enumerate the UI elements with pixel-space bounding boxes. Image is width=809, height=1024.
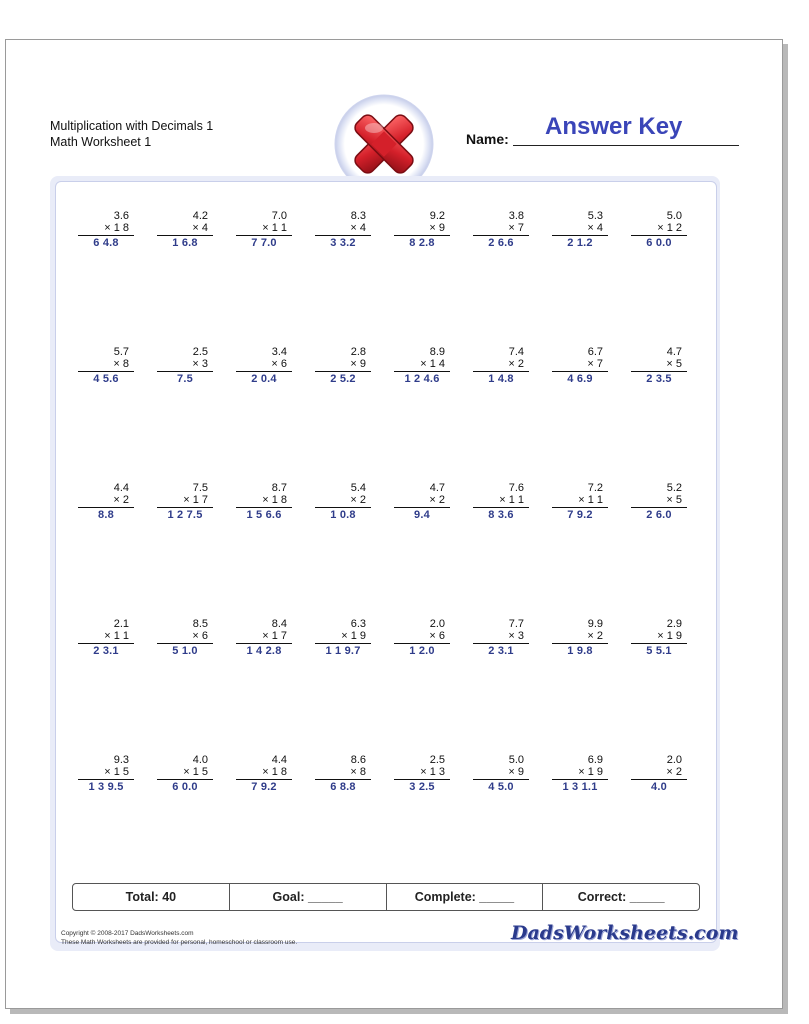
problem-multiplier: × 2 [552, 630, 608, 644]
problem-30 [473, 618, 529, 657]
problem-multiplicand: 6.7 [587, 346, 603, 358]
problem-answer: 1 3 9.5 [88, 781, 124, 793]
problem-multiplicand: 9.3 [113, 754, 129, 766]
problem-multiplicand: 5.4 [350, 482, 366, 494]
problem-multiplier: × 2 [473, 358, 529, 372]
problem-answer: 4 5.6 [93, 373, 119, 385]
goal-field: Goal: _____ [230, 884, 387, 910]
problem-multiplier: × 9 [315, 358, 371, 372]
problem-answer: 1 3 1.1 [562, 781, 598, 793]
problem-multiplier: × 2 [631, 766, 687, 780]
problem-multiplier: × 1 1 [552, 494, 608, 508]
problem-15 [552, 346, 608, 385]
problem-multiplier: × 1 1 [78, 630, 134, 644]
problem-multiplier: × 7 [473, 222, 529, 236]
problem-answer: 5 5.1 [646, 645, 672, 657]
problem-multiplicand: 5.3 [587, 210, 603, 222]
problem-multiplier: × 4 [552, 222, 608, 236]
score-bar [72, 883, 700, 911]
problem-multiplicand: 3.8 [508, 210, 524, 222]
copyright-line-1: Copyright © 2008-2017 DadsWorksheets.com [61, 930, 194, 937]
problem-27 [236, 618, 292, 657]
problem-24 [631, 482, 687, 521]
problem-multiplier: × 1 9 [631, 630, 687, 644]
problem-answer: 4 5.0 [488, 781, 514, 793]
name-answer-key: Answer Key [545, 113, 683, 140]
problem-multiplicand: 9.2 [429, 210, 445, 222]
problem-answer: 1 2.0 [409, 645, 435, 657]
problem-35 [236, 754, 292, 793]
problem-9 [78, 346, 134, 385]
problem-8 [631, 210, 687, 249]
problem-31 [552, 618, 608, 657]
problem-multiplier: × 6 [394, 630, 450, 644]
complete-field: Complete: _____ [387, 884, 544, 910]
problem-multiplicand: 4.4 [113, 482, 129, 494]
problem-36 [315, 754, 371, 793]
problem-answer: 1 1 9.7 [325, 645, 361, 657]
problem-answer: 2 5.2 [330, 373, 356, 385]
problem-multiplier: × 1 1 [473, 494, 529, 508]
problem-answer: 6 0.0 [646, 237, 672, 249]
problem-answer: 2 3.1 [488, 645, 514, 657]
problem-answer: 7 9.2 [567, 509, 593, 521]
problem-multiplier: × 9 [473, 766, 529, 780]
problem-multiplier: × 1 3 [394, 766, 450, 780]
problem-multiplicand: 8.6 [350, 754, 366, 766]
problem-29 [394, 618, 450, 657]
total-count: Total: 40 [73, 884, 230, 910]
problem-multiplicand: 8.5 [192, 618, 208, 630]
problem-17 [78, 482, 134, 521]
problem-answer: 6 8.8 [330, 781, 356, 793]
problem-answer: 5 1.0 [172, 645, 198, 657]
problem-multiplicand: 9.9 [587, 618, 603, 630]
problem-answer: 2 6.6 [488, 237, 514, 249]
problem-multiplier: × 2 [78, 494, 134, 508]
problem-2 [157, 210, 213, 249]
problem-22 [473, 482, 529, 521]
problem-answer: 7.5 [177, 373, 193, 385]
name-underline [513, 145, 739, 146]
problem-answer: 4.0 [651, 781, 667, 793]
problem-answer: 3 2.5 [409, 781, 435, 793]
problem-25 [78, 618, 134, 657]
problem-multiplicand: 6.9 [587, 754, 603, 766]
problem-multiplicand: 7.5 [192, 482, 208, 494]
problem-multiplier: × 1 1 [236, 222, 292, 236]
problem-multiplicand: 8.9 [429, 346, 445, 358]
problem-answer: 1 0.8 [330, 509, 356, 521]
problem-answer: 3 3.2 [330, 237, 356, 249]
problem-answer: 2 0.4 [251, 373, 277, 385]
problem-multiplicand: 5.7 [113, 346, 129, 358]
problem-multiplier: × 7 [552, 358, 608, 372]
problem-multiplier: × 5 [631, 494, 687, 508]
problem-multiplier: × 1 9 [552, 766, 608, 780]
problem-multiplier: × 1 7 [157, 494, 213, 508]
problem-multiplicand: 5.0 [508, 754, 524, 766]
problem-21 [394, 482, 450, 521]
problem-multiplicand: 8.7 [271, 482, 287, 494]
title-line-2: Math Worksheet 1 [50, 135, 152, 149]
problem-answer: 8.8 [98, 509, 114, 521]
problem-multiplicand: 4.7 [666, 346, 682, 358]
problem-4 [315, 210, 371, 249]
title-line-1: Multiplication with Decimals 1 [50, 119, 214, 133]
problem-multiplier: × 5 [631, 358, 687, 372]
problem-multiplicand: 7.4 [508, 346, 524, 358]
problem-32 [631, 618, 687, 657]
problem-multiplier: × 1 5 [157, 766, 213, 780]
problem-answer: 2 3.5 [646, 373, 672, 385]
problem-answer: 4 6.9 [567, 373, 593, 385]
problem-18 [157, 482, 213, 521]
problem-multiplier: × 9 [394, 222, 450, 236]
problem-answer: 8 3.6 [488, 509, 514, 521]
problem-multiplicand: 4.0 [192, 754, 208, 766]
problem-answer: 2 6.0 [646, 509, 672, 521]
problem-multiplier: × 2 [315, 494, 371, 508]
problem-multiplier: × 1 8 [236, 766, 292, 780]
problem-answer: 7 7.0 [251, 237, 277, 249]
problem-answer: 6 4.8 [93, 237, 119, 249]
problem-37 [394, 754, 450, 793]
problem-40 [631, 754, 687, 793]
problem-multiplier: × 2 [394, 494, 450, 508]
problem-multiplier: × 1 5 [78, 766, 134, 780]
problem-multiplicand: 2.0 [666, 754, 682, 766]
problem-answer: 7 9.2 [251, 781, 277, 793]
name-label: Name: [466, 131, 509, 147]
problem-answer: 9.4 [414, 509, 430, 521]
problem-multiplicand: 3.4 [271, 346, 287, 358]
problem-34 [157, 754, 213, 793]
problem-11 [236, 346, 292, 385]
problem-multiplier: × 1 8 [236, 494, 292, 508]
problem-multiplicand: 5.0 [666, 210, 682, 222]
worksheet-page [5, 39, 783, 1009]
problem-12 [315, 346, 371, 385]
problem-1 [78, 210, 134, 249]
problem-23 [552, 482, 608, 521]
problem-multiplicand: 2.0 [429, 618, 445, 630]
problem-answer: 6 0.0 [172, 781, 198, 793]
correct-field: Correct: _____ [577, 890, 665, 904]
problem-19 [236, 482, 292, 521]
problem-5 [394, 210, 450, 249]
problem-multiplier: × 3 [473, 630, 529, 644]
problem-38 [473, 754, 529, 793]
worksheet-title [50, 118, 213, 150]
problem-multiplicand: 2.5 [429, 754, 445, 766]
problem-answer: 1 5 6.6 [246, 509, 282, 521]
problem-multiplicand: 4.2 [192, 210, 208, 222]
problem-answer: 1 6.8 [172, 237, 198, 249]
problem-16 [631, 346, 687, 385]
problem-26 [157, 618, 213, 657]
problem-multiplicand: 2.9 [666, 618, 682, 630]
problem-frame [50, 176, 720, 951]
problem-multiplier: × 1 9 [315, 630, 371, 644]
problem-multiplicand: 8.4 [271, 618, 287, 630]
problem-3 [236, 210, 292, 249]
problem-grid [55, 181, 717, 943]
problem-multiplicand: 7.0 [271, 210, 287, 222]
problem-answer: 1 2 7.5 [167, 509, 203, 521]
problem-28 [315, 618, 371, 657]
problem-20 [315, 482, 371, 521]
problem-answer: 1 4.8 [488, 373, 514, 385]
problem-multiplier: × 4 [157, 222, 213, 236]
copyright-line-2: These Math Worksheets are provided for personal, homeschool or classroom use. [61, 939, 298, 946]
problem-multiplicand: 8.3 [350, 210, 366, 222]
problem-multiplicand: 7.6 [508, 482, 524, 494]
problem-multiplier: × 1 8 [78, 222, 134, 236]
problem-multiplier: × 6 [157, 630, 213, 644]
problem-multiplier: × 1 7 [236, 630, 292, 644]
problem-answer: 2 1.2 [567, 237, 593, 249]
problem-answer: 8 2.8 [409, 237, 435, 249]
problem-answer: 2 3.1 [93, 645, 119, 657]
problem-39 [552, 754, 608, 793]
problem-multiplier: × 8 [78, 358, 134, 372]
problem-multiplicand: 6.3 [350, 618, 366, 630]
problem-multiplier: × 8 [315, 766, 371, 780]
brand-logo: DadsWorksheets.com [511, 922, 739, 944]
copyright-notice [61, 929, 297, 947]
problem-14 [473, 346, 529, 385]
problem-6 [473, 210, 529, 249]
problem-multiplicand: 3.6 [113, 210, 129, 222]
problem-answer: 1 2 4.6 [404, 373, 440, 385]
problem-answer: 1 9.8 [567, 645, 593, 657]
problem-multiplicand: 2.8 [350, 346, 366, 358]
problem-13 [394, 346, 450, 385]
problem-multiplicand: 7.7 [508, 618, 524, 630]
problem-multiplicand: 7.2 [587, 482, 603, 494]
problem-multiplicand: 2.1 [113, 618, 129, 630]
problem-multiplicand: 4.4 [271, 754, 287, 766]
problem-multiplier: × 3 [157, 358, 213, 372]
problem-multiplier: × 1 4 [394, 358, 450, 372]
problem-10 [157, 346, 213, 385]
problem-answer: 1 4 2.8 [246, 645, 282, 657]
problem-multiplier: × 4 [315, 222, 371, 236]
problem-multiplicand: 4.7 [429, 482, 445, 494]
problem-7 [552, 210, 608, 249]
problem-multiplier: × 6 [236, 358, 292, 372]
problem-multiplier: × 1 2 [631, 222, 687, 236]
problem-multiplicand: 5.2 [666, 482, 682, 494]
problem-33 [78, 754, 134, 793]
problem-multiplicand: 2.5 [192, 346, 208, 358]
